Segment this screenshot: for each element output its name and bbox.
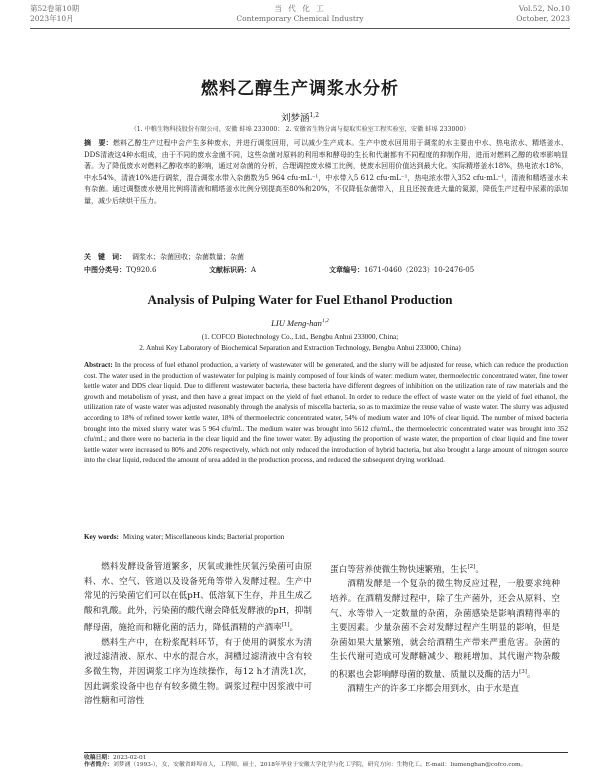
author-affil-sup-cn: 1,2 <box>309 111 320 119</box>
header-rule <box>30 28 570 29</box>
header-volume-en <box>516 4 570 24</box>
clc-value: TQ920.6 <box>126 266 157 274</box>
article-title-cn: 燃料乙醇生产调浆水分析 <box>201 79 399 99</box>
header-date-cn: 2023年10月 <box>30 14 74 23</box>
clc-label: 中图分类号： <box>84 266 126 274</box>
citation-sup: [2] <box>467 564 476 570</box>
abstract-text-cn: 燃料乙醇生产过程中会产生多种废水，并进行调浆回用，可以减少生产成本。生产中废水回用用于调浆的水主要由中水、热电浓水、精塔釜水、DDS清液这4种水组成，由于不同的废水金菌不同，这些杂菌对原料的利用率和酵母的生长和代谢都有不同程度的抑制作用，进而对燃料乙醇的收率影响显著。为了降低废水对燃料乙醇收率的影响，通过对杂菌的分析，合理调控废水梯工比例，使废水回用价值达到最大化。实际精塔釜水18%，热电浓水18%，中水54%，清液10%进行调浆，混合调浆水带入杂菌数为5 964 cfu·mL⁻¹，中水带入5 612 cfu·mL⁻¹，热电浓水带入352 cfu·mL⁻¹，清液和精塔釜水未有杂菌。通过调整废水使用比例将清液和精塔釜水比例分别提高至80%和20%，不仅降低杂菌带入，且且还按查进大量的氮源，降低生产过程中尿素的添加量，减少后续烘干压力。 <box>84 139 569 205</box>
body-text: 燃料发酵设备管道繁多，厌氧或兼性厌氧污染菌可由原料、水、空气、管道以及设备死角等带入发酵过程。生产中常见的污染菌它们可以在低pH、低溶氧下生存，并且生成乙酸和乳酸。此外，污染菌的酸代谢会降低发酵液的pH，抑制酵母菌，施抢而和糖化菌的活力，降低酒精的产酒率 <box>84 562 312 634</box>
footnote-author <box>84 762 568 768</box>
abstract-cn <box>84 138 568 207</box>
body-column-left <box>84 560 312 709</box>
header-volume-issue: 第52卷第10期 <box>30 4 80 13</box>
abstract-label-en: Abstract: <box>84 361 113 369</box>
keywords-label-cn: 关 键 词： <box>84 253 126 261</box>
body-text: 燃料生产中，在粉浆配料环节，有于使用的调浆水为清液过滤清液、原水、中水的混合水，洞槽过滤清液中含有较多微生物，并因调浆工序为连续操作，每12 h才清洗1次，因此调浆设备中也存有较多微生物。调浆过程中因浆液中可溶性糖和可溶性 <box>84 637 312 707</box>
article-id-value: 1671-0460（2023）10-2476-05 <box>364 266 475 274</box>
body-text-end: 。 <box>526 669 536 680</box>
body-text: 酒精生产的许多工序都会用到水，由于水是直 <box>347 684 520 695</box>
received-value: 2023-02-01 <box>113 755 147 761</box>
affiliation-en-line2: 2. Anhui Key Laboratory of Biochemical Separation and Extraction Technology, Bengbu Anhui 233000, China) <box>139 344 461 352</box>
running-header <box>30 4 570 30</box>
footnote <box>84 752 568 768</box>
body-paragraph <box>330 682 560 697</box>
doc-code <box>209 265 256 275</box>
doc-code-value: A <box>251 266 257 274</box>
keywords-cn <box>84 252 568 262</box>
abstract-label-cn: 摘 要： <box>84 139 113 147</box>
keywords-en <box>84 533 568 541</box>
body-text-end: 。 <box>289 623 299 634</box>
header-vol-no-en: Vol.52, No.10 <box>518 4 570 13</box>
author-bio-value: 刘梦涵（1993-），女，安徽省蚌埠市人，工程师，硕士，2018年毕业于安徽大学化学与化工学院，研究方向：生物化工。E-mail：liumenghan@cofco.com。 <box>113 762 527 768</box>
abstract-text-en: In the process of fuel ethanol production, a variety of wastewater will be generated, and the slurry will be adjusted for reuse, which can reduce the production cost. The water used in the production of wastewater for pulping is mainly composed of four kinds of water: medium water, thermoelectric concentrated water, fine tower kettle water and DDS clear liquid. Due to different wastewater bacteria, these bacteria have different degrees of inhibition on the utilization rate of raw materials and the growth and metabolism of yeast, and then have a great impact on the yield of fuel ethanol. In order to reduce the effect of waste water on the yield of fuel ethanol, the utilization rate of waste water was adjusted reasonably through the analysis of miscella bacteria, so as to maximize the reuse value of waste water. The slurry was adjusted according to 18% of refined tower kettle water, 18% of thermoelectric concentrated water, 54% of medium water and 10% of clear liquid. The number of mixed bacteria brought into the mixed slurry water was 5 964 cfu/mL. The medium water was brought into 5612 cfu/mL, the thermoelectric concentrated water was brought into 352 cfu/mL; and there were no bacteria in the clear liquid and the fine tower water. By adjusting the proportion of waste water, the proportion of clear liquid and fine tower kettle water were increased to 80% and 20% respectively, which not only reduced the introduction of hybrid bacteria, but also brought a large amount of nitrogen source into the clear liquid, reduced the amount of urea added in the production process, and reduced the subsequent drying workload. <box>84 361 568 465</box>
keywords-label-en: Key words: <box>84 533 119 541</box>
doc-code-label: 文献标识码： <box>209 266 251 274</box>
author-name-en: LIU Meng-han <box>271 318 322 328</box>
abstract-en <box>84 360 568 466</box>
clc-number <box>84 265 156 275</box>
body-paragraph <box>330 577 560 682</box>
received-label: 收稿日期： <box>84 755 113 761</box>
body-text: 酒精发酵是一个复杂的微生物反应过程，一般要求纯种培养。在酒精发酵过程中，除了生产菌外，还会从原料、空气、水等带入一定数量的杂菌，杂菌感染是影响酒精得率的主要因素。少量杂菌不会对发酵过程产生明显的影响，但是杂菌如果大量繁殖，就会给酒精生产带来严重危害。杂菌的生长代谢可造成可发酵糖减少、粮耗增加、其代谢产物杂酸的积累也会影响酵母菌的数量、质量以及酶的活力 <box>330 579 560 680</box>
body-text-end: 。 <box>475 564 484 575</box>
author-affil-sup-en: 1,2 <box>321 318 329 325</box>
header-journal-cn: 当 代 化 工 <box>274 4 326 13</box>
keywords-text-cn: 调浆水；杂菌回收；杂菌数量；杂菌 <box>132 253 244 261</box>
body-paragraph <box>84 560 312 636</box>
body-text: 蛋白等营养使微生物快速繁殖，生长 <box>330 564 468 575</box>
body-paragraph <box>84 636 312 709</box>
header-journal-en: Contemporary Chemical Industry <box>236 14 364 23</box>
author-name-cn: 刘梦涵 <box>280 113 310 124</box>
article-id-label: 文章编号： <box>329 266 364 274</box>
author-cn <box>0 110 600 124</box>
affiliation-en <box>40 332 560 354</box>
citation-sup: [1] <box>281 622 290 629</box>
body-paragraph-continued <box>330 560 560 577</box>
affiliation-cn: （1. 中粮生物科技股份有限公司，安徽 蚌埠 233000； 2. 安徽省生物分离与提取实验室工程实验室，安徽 蚌埠 233000） <box>130 126 470 133</box>
author-bio-label: 作者简介： <box>84 762 113 768</box>
affiliation-en-line1: (1. COFCO Biotechnology Co., Ltd., Bengbu Anhui 233000, China; <box>201 333 399 341</box>
author-en <box>0 318 600 328</box>
body-column-right <box>330 560 560 697</box>
header-journal <box>30 4 570 24</box>
keywords-text-en: Mixing water; Miscellaneous kinds; Bacterial proportion <box>122 533 285 541</box>
article-title-en: Analysis of Pulping Water for Fuel Ethanol Production <box>147 292 453 307</box>
footnote-received <box>84 755 568 762</box>
header-date-en: October, 2023 <box>516 14 570 23</box>
citation-sup: [3] <box>519 669 527 676</box>
article-id <box>329 265 474 275</box>
